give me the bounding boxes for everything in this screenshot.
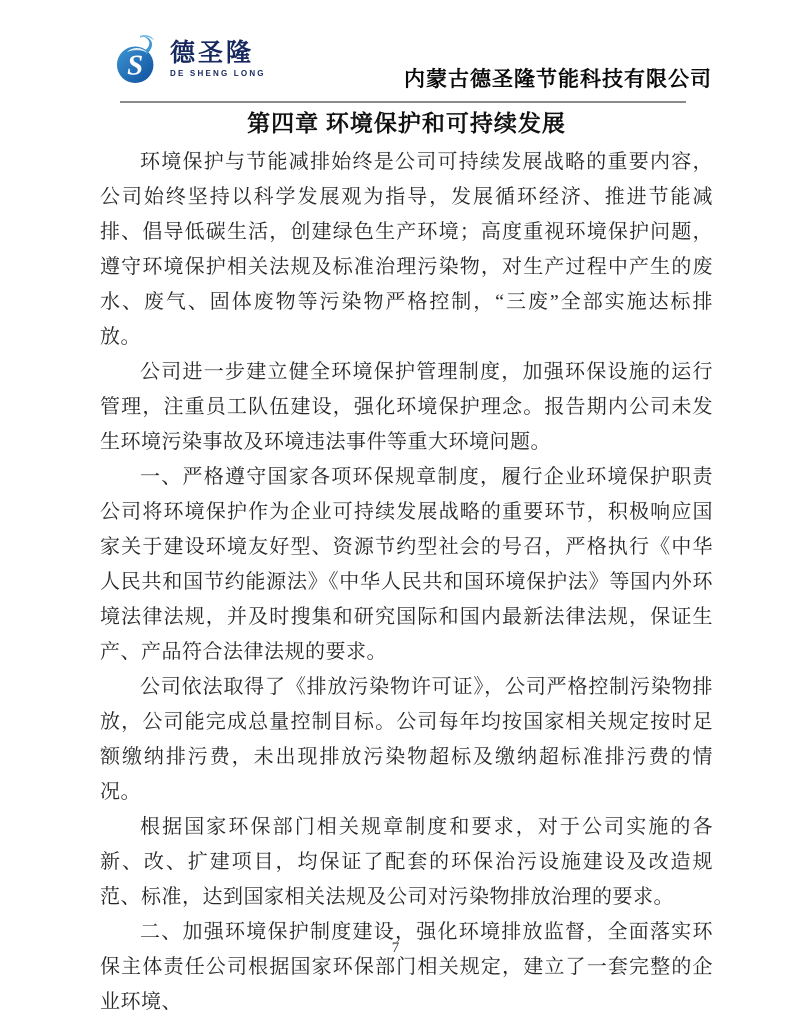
deshenglong-swirl-dragon-logo-icon	[115, 33, 165, 85]
logo-name-english: DE SHENG LONG	[170, 68, 266, 78]
logo-name-chinese: 德圣隆	[170, 39, 255, 68]
document-body	[100, 145, 713, 1020]
paragraph-3: 一、严格遵守国家各项环保规章制度，履行企业环境保护职责公司将环境保护作为企业可持续发展战略的重要环节，积极响应国家关于建设环境友好型、资源节约型社会的号召，严格执行《中华人民共和国节约能源法》《中华人民共和国环境保护法》等国内外环境法律法规，并及时搜集和研究国际和国内最新法律法规，保证生产、产品符合法律法规的要求。	[100, 466, 713, 663]
paragraph-4: 公司依法取得了《排放污染物许可证》，公司严格控制污染物排放，公司能完成总量控制目标。公司每年均按国家相关规定按时足额缴纳排污费，未出现排放污染物超标及缴纳超标准排污费的情况。	[100, 676, 713, 803]
company-name: 内蒙古德圣隆节能科技有限公司	[404, 67, 712, 91]
paragraph-1: 环境保护与节能减排始终是公司可持续发展战略的重要内容，公司始终坚持以科学发展观为指导，发展循环经济、推进节能减排、倡导低碳生活，创建绿色生产环境；高度重视环境保护问题，遵守环境保护相关法规及标准治理污染物，对生产过程中产生的废水、废气、固体废物等污染物严格控制，“三废”全部实施达标排放。	[100, 151, 713, 348]
chapter-title: 第四章 环境保护和可持续发展	[247, 111, 566, 136]
company-logo	[115, 33, 266, 85]
logo-text	[170, 40, 266, 77]
paragraph-5: 根据国家环保部门相关规章制度和要求，对于公司实施的各新、改、扩建项目，均保证了配套的环保治污设施建设及改造规范、标准，达到国家相关法规及公司对污染物排放治理的要求。	[100, 816, 713, 908]
header-divider	[120, 101, 686, 103]
paragraph-2: 公司进一步建立健全环境保护管理制度，加强环保设施的运行管理，注重员工队伍建设，强化环境保护理念。报告期内公司未发生环境污染事故及环境违法事件等重大环境问题。	[100, 361, 713, 453]
page-number: 7	[391, 940, 400, 956]
paragraph-6: 二、加强环境保护制度建设，强化环境排放监督，全面落实环保主体责任公司根据国家环保部门相关规定，建立了一套完整的企业环境、	[100, 921, 713, 1013]
svg-text:S: S	[127, 49, 144, 82]
